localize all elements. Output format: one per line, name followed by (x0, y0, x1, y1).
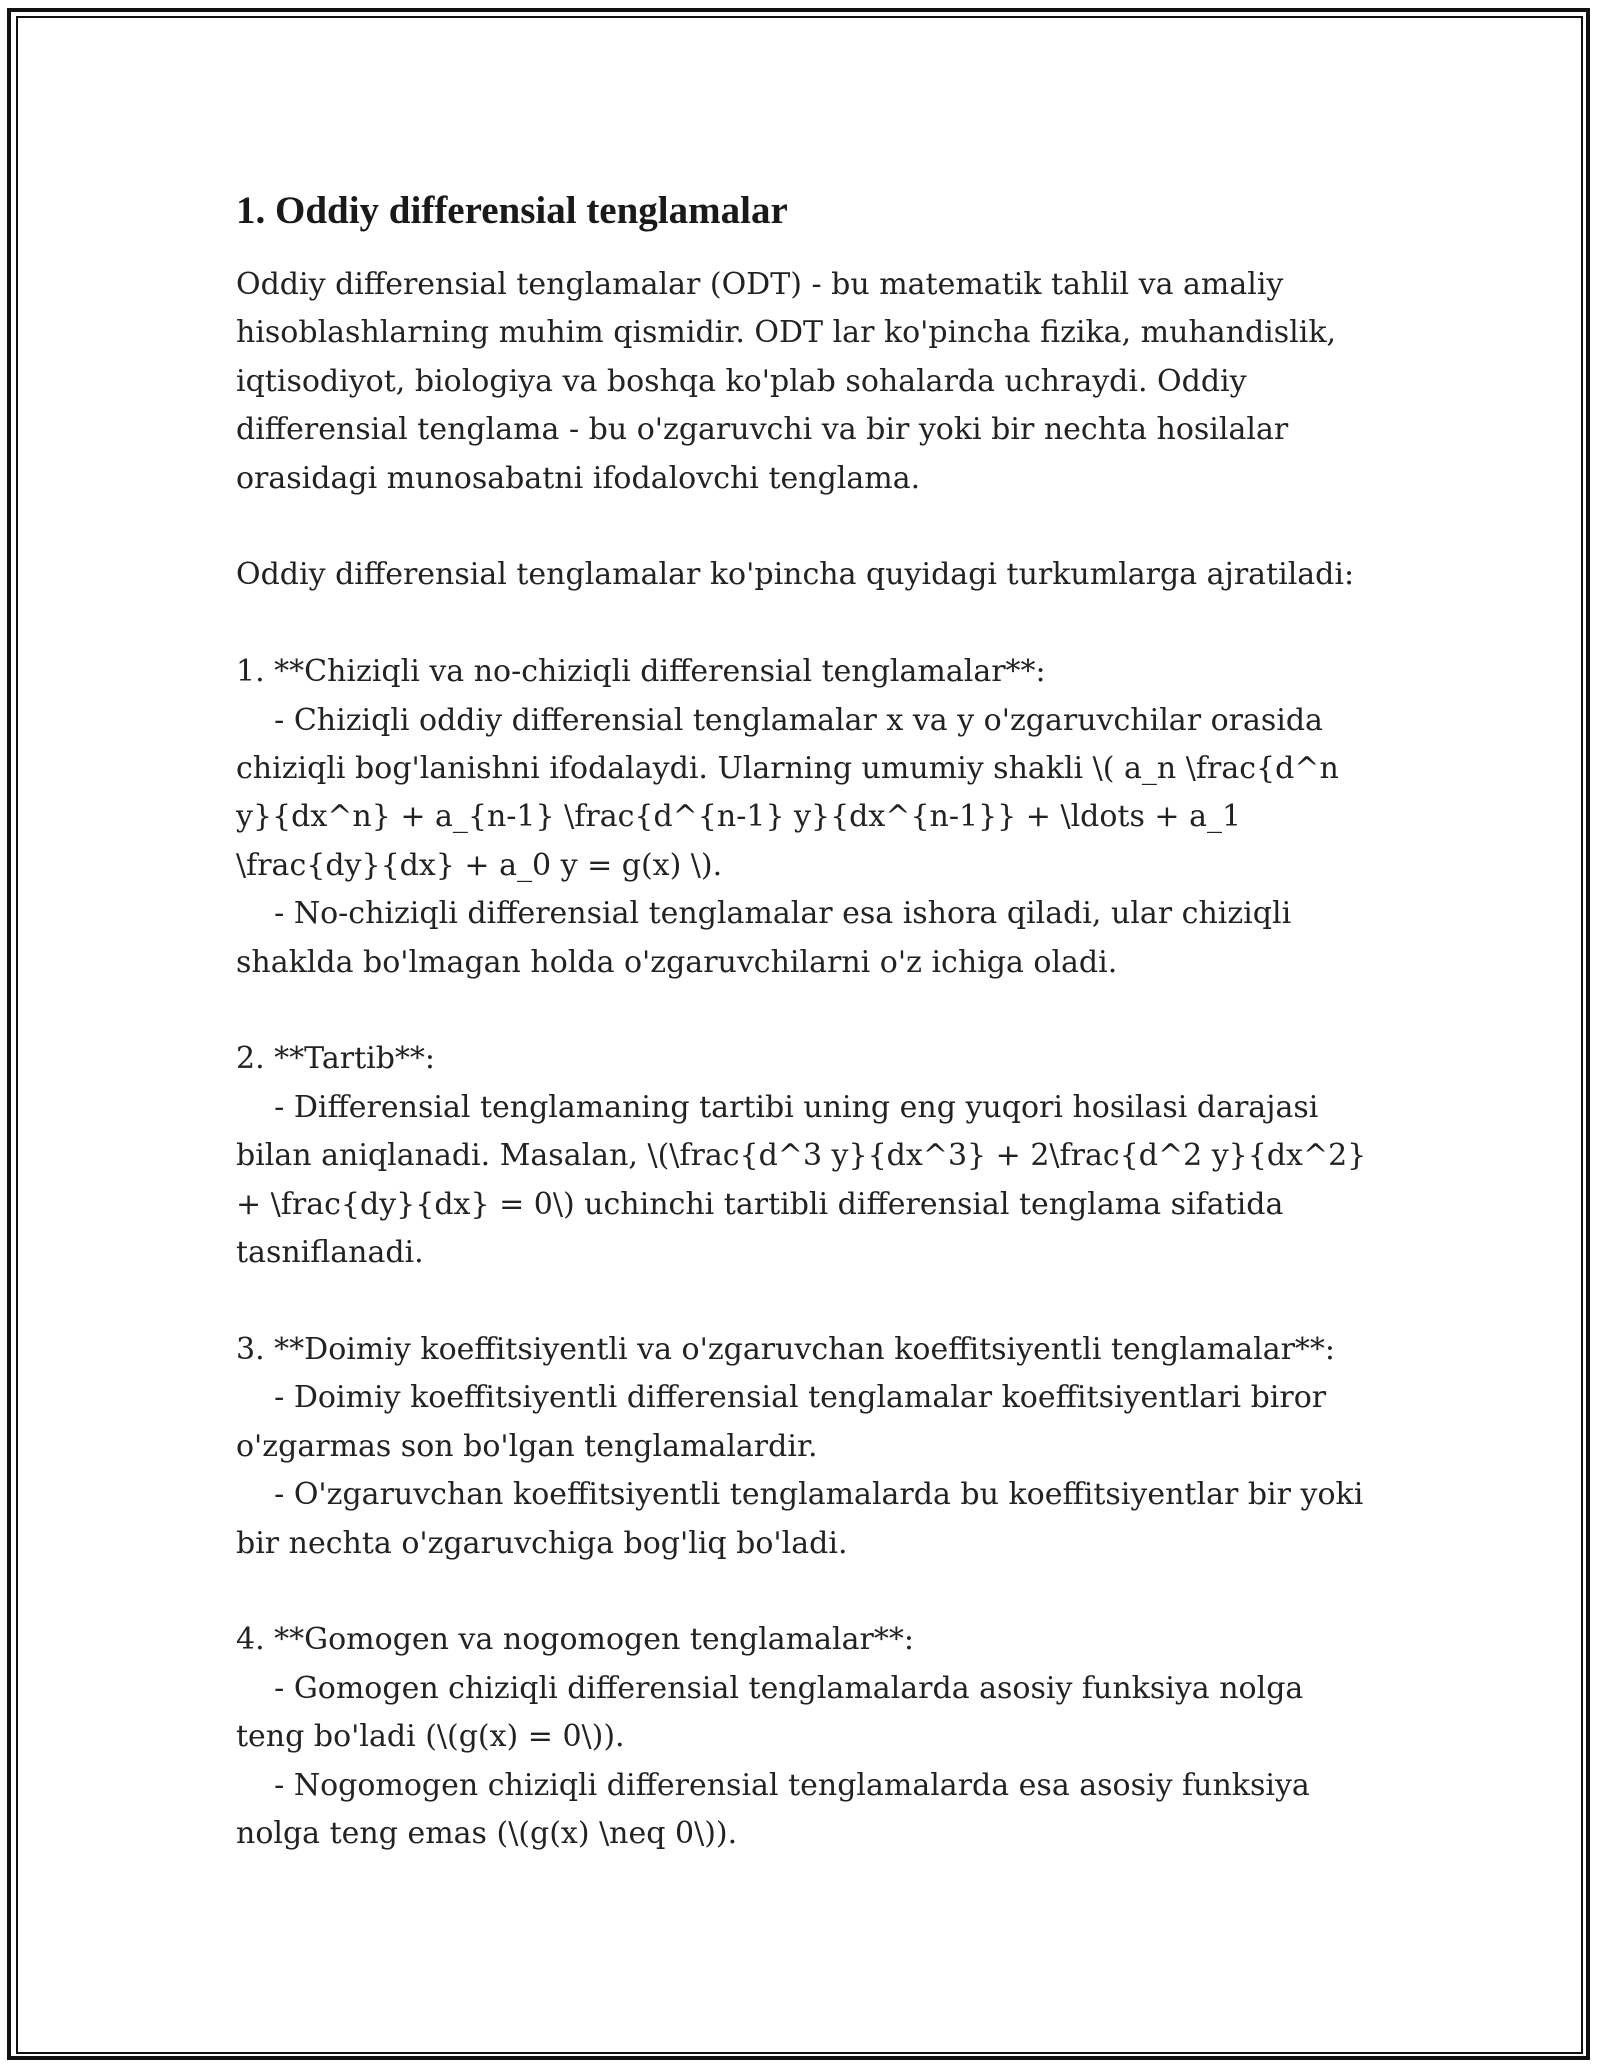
classification-section-3 (236, 1326, 1376, 1568)
document-body (236, 183, 1376, 1858)
classification-section-2 (236, 1035, 1376, 1277)
section-item: - Gomogen chiziqli differensial tenglamalarda asosiy funksiya nolga teng bo'ladi (\(g(x) = 0\)). (236, 1670, 1313, 1755)
paragraph-spacer (236, 987, 1376, 1035)
section-title: 1. **Chiziqli va no-chiziqli differensial tenglamalar**: (236, 654, 1046, 690)
paragraph-spacer (236, 1277, 1376, 1325)
section-title: 4. **Gomogen va nogomogen tenglamalar**: (236, 1622, 914, 1658)
section-item: - Doimiy koeffitsiyentli differensial tenglamalar koeffitsiyentlari biror o'zgarmas son bo'lgan tenglamalardir. (236, 1380, 1336, 1464)
intro-paragraph: Oddiy differensial tenglamalar (ODT) - bu matematik tahlil va amaliy hisoblashlarning muhim qismidir. ODT lar ko'pincha fizika, muhandislik, iqtisodiyot, biologiya va boshqa ko'plab sohalarda uchraydi. Oddiy differensial tenglama - bu o'zgaruvchi va bir yoki bir nechta hosilalar orasidagi munosabatni ifodalovchi tenglama. (236, 267, 1346, 496)
section-title: 3. **Doimiy koeffitsiyentli va o'zgaruvchan koeffitsiyentli tenglamalar**: (236, 1331, 1336, 1367)
section-item: - No-chiziqli differensial tenglamalar esa ishora qiladi, ular chiziqli shaklda bo'lmagan holda o'zgaruvchilarni o'z ichiga oladi. (236, 896, 1301, 980)
section-heading: 1. Oddiy differensial tenglamalar (236, 189, 788, 232)
paragraph-spacer (236, 503, 1376, 551)
classification-section-4 (236, 1616, 1376, 1858)
section-title: 2. **Tartib**: (236, 1041, 436, 1077)
paragraph-spacer (236, 600, 1376, 648)
section-item: - Nogomogen chiziqli differensial tenglamalarda esa asosiy funksiya nolga teng emas (\(g(x) \neq 0\)). (236, 1767, 1320, 1851)
section-item: - Differensial tenglamaning tartibi uning eng yuqori hosilasi darajasi bilan aniqlanadi. Masalan, \(\frac{d^3 y}{dx^3} + 2\frac{d^2 y}{dx^2} + \frac{dy}{dx} = 0\) uchinchi tartibli differensial tenglama sifatida tasniflanadi. (236, 1089, 1376, 1271)
section-item: - O'zgaruvchan koeffitsiyentli tenglamalarda bu koeffitsiyentlar bir yoki bir nechta o'zgaruvchiga bog'liq bo'ladi. (236, 1477, 1373, 1561)
paragraph-spacer (236, 1568, 1376, 1616)
section-item: - Chiziqli oddiy differensial tenglamalar x va y o'zgaruvchilar orasida chiziqli bog'lanishni ifodalaydi. Ularning umumiy shakli \( a_n \frac{d^n y}{dx^n} + a_{n-1} \frac{d^{n-1} y}{dx^{n-1}} + \ldots + a_1 \frac{dy}{dx} + a_0 y = g(x) \). (236, 702, 1349, 883)
classification-section-1 (236, 648, 1376, 987)
lead-paragraph: Oddiy differensial tenglamalar ko'pincha quyidagi turkumlarga ajratiladi: (236, 557, 1355, 593)
